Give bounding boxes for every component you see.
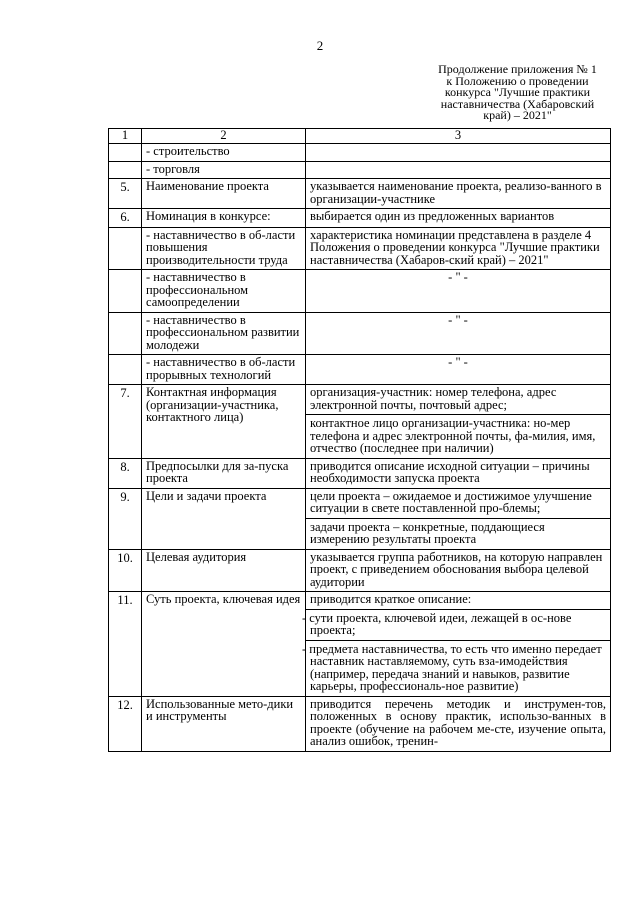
row-number: 9. [109, 488, 142, 549]
row-name: - строительство [142, 144, 306, 162]
table-row [109, 592, 611, 697]
header-cell: 3 [306, 129, 611, 144]
row-number: 11. [109, 592, 142, 697]
row-number [109, 355, 142, 385]
table-row [109, 355, 611, 385]
row-name: - наставничество в об-ласти прорывных технологий [142, 355, 306, 385]
row-description: - " - [306, 270, 611, 313]
description-list-item: - сути проекта, ключевой идеи, лежащей в ос-нове проекта; [306, 609, 610, 637]
description-list-item: - предмета наставничества, то есть что именно передает наставник наставляемому, суть вза-имодействия (например, передача знаний и навыков, развитие карьеры, профессиональ-ное развитие) [306, 640, 610, 693]
row-number: 12. [109, 696, 142, 751]
row-description: - " - [306, 312, 611, 355]
row-description [306, 488, 611, 549]
table-row [109, 385, 611, 459]
table-row [109, 144, 611, 162]
table-row [109, 227, 611, 270]
row-name: Наименование проекта [142, 179, 306, 209]
description-paragraph: цели проекта – ожидаемое и достижимое улучшение ситуации в свете поставленной про-блемы; [310, 488, 592, 515]
application-table [108, 128, 611, 752]
table-header-row [109, 129, 611, 144]
row-number: 8. [109, 458, 142, 488]
row-number [109, 270, 142, 313]
row-number [109, 227, 142, 270]
row-name: Контактная информация (организации-участника, контактного лица) [142, 385, 306, 459]
row-name: Цели и задачи проекта [142, 488, 306, 549]
table-row [109, 458, 611, 488]
row-name: - торговля [142, 161, 306, 179]
row-name: - наставничество в профессиональном развитии молодежи [142, 312, 306, 355]
table-row [109, 161, 611, 179]
row-name: - наставничество в об-ласти повышения производительности труда [142, 227, 306, 270]
row-number: 6. [109, 209, 142, 228]
row-number [109, 144, 142, 162]
appendix-header [425, 64, 610, 122]
table-row [109, 312, 611, 355]
table-row [109, 549, 611, 592]
appendix-line: к Положению о проведении [446, 73, 589, 88]
header-cell: 1 [109, 129, 142, 144]
row-description: выбирается один из предложенных вариантов [306, 209, 611, 228]
row-name: Предпосылки для за-пуска проекта [142, 458, 306, 488]
description-paragraph: приводится краткое описание: [310, 592, 472, 606]
row-description: указывается группа работников, на которую направлен проект, с приведением обоснования выбора целевой аудитории [306, 549, 611, 592]
table-row [109, 270, 611, 313]
description-paragraph: контактное лицо организации-участника: но-мер телефона и адрес электронной почты, фа-милия, имя, отчество (последнее при наличии) [306, 414, 610, 455]
row-name: - наставничество в профессиональном самоопределении [142, 270, 306, 313]
row-name: Использованные мето-дики и инструменты [142, 696, 306, 751]
row-description [302, 592, 611, 697]
row-description: указывается наименование проекта, реализо-ванного в организации-участнике [306, 179, 611, 209]
row-description: - " - [306, 355, 611, 385]
row-description: характеристика номинации представлена в разделе 4 Положения о проведении конкурса "Лучшие практики наставничества (Хабаров-ский край) – 2021" [306, 227, 611, 270]
row-name: Номинация в конкурсе: [142, 209, 306, 228]
appendix-line: конкурса "Лучшие практики [444, 85, 591, 99]
table-row [109, 488, 611, 549]
row-number: 10. [109, 549, 142, 592]
table-row [109, 209, 611, 228]
row-description [306, 144, 611, 162]
row-description: приводится перечень методик и инструмен-тов, положенных в основу практик, использо-ванных в проекте (обучение на рабочем ме-сте, изучение опыта, анализ ошибок, тренин- [306, 696, 611, 751]
row-name: Суть проекта, ключевая идея [142, 592, 306, 697]
header-cell: 2 [142, 129, 306, 144]
row-description [306, 385, 611, 459]
table-row [109, 696, 611, 751]
appendix-line: Продолжение приложения № 1 [438, 62, 597, 76]
appendix-line: наставничества (Хабаровский [440, 96, 595, 111]
page-number: 2 [316, 38, 324, 53]
row-description: приводится описание исходной ситуации – причины необходимости запуска проекта [306, 458, 611, 488]
table-row [109, 179, 611, 209]
row-description [306, 161, 611, 179]
row-name: Целевая аудитория [142, 549, 306, 592]
description-paragraph: задачи проекта – конкретные, поддающиеся измерению результаты проекта [306, 518, 610, 546]
row-number: 5. [109, 179, 142, 209]
description-paragraph: организация-участник: номер телефона, адрес электронной почты, почтовый адрес; [310, 385, 557, 412]
row-number: 7. [109, 385, 142, 459]
row-number [109, 312, 142, 355]
row-number [109, 161, 142, 179]
appendix-line: край) – 2021" [483, 108, 552, 122]
